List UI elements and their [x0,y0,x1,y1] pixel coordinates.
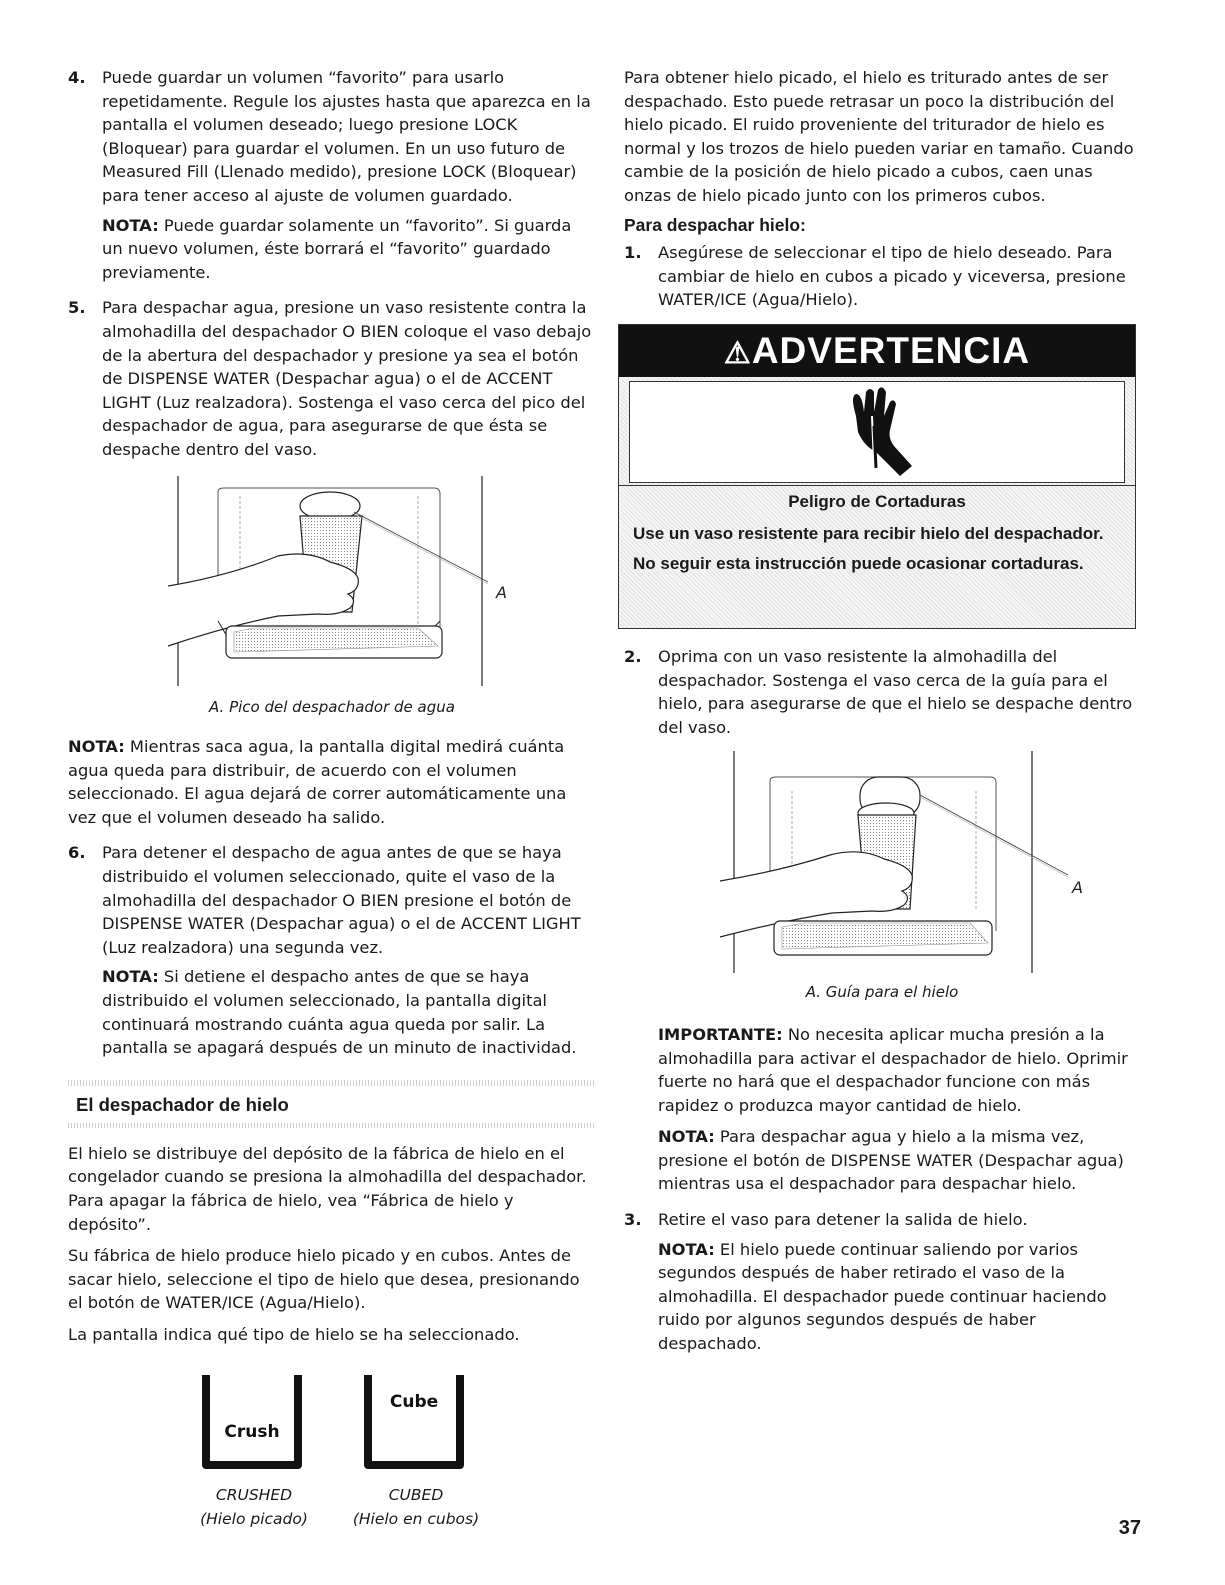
step-3 [624,1208,1140,1232]
step-text: Puede guardar un volumen “favorito” para usarlo repetidamente. Regule los ajustes hasta que aparezca en la pantalla el volumen deseado; luego presione LOCK (Bloquear) para guardar el volumen. En un uso futuro de Measured Fill (Llenado medido), presione LOCK (Bloquear) para tener acceso al ajuste de volumen guardado. [102,68,591,205]
crush-label: Crush [224,1421,280,1442]
crushed-label: CRUSHED [215,1485,293,1504]
cut-hazard-hand-icon [836,386,916,478]
ice-dispenser-figure [624,751,1140,977]
note-text: Si detiene el despacho antes de que se haya distribuido el volumen seleccionado, la pantalla digital continuará mostrando cuánta agua queda por salir. La pantalla se apagará después de un minuto de inactividad. [102,967,577,1058]
crush-cup-icon [196,1371,316,1481]
step-number: 3. [624,1210,642,1230]
note [68,965,596,1059]
warning-title: ADVERTENCIA [751,329,1031,371]
cubed-sublabel: (Hielo en cubos) [352,1509,480,1528]
cube-cup-icon [358,1371,478,1481]
note-text: Puede guardar solamente un “favorito”. Si guarda un nuevo volumen, éste borrará el “favorito” guardado previamente. [102,215,572,282]
note-label: NOTA: [68,737,125,757]
note-label: NOTA: [102,967,159,987]
step-text: Retire el vaso para detener la salida de hielo. [658,1210,1028,1230]
figure-caption: A. Pico del despachador de agua [209,697,455,716]
important-label: IMPORTANTE: [658,1024,783,1044]
cube-label: Cube [389,1391,439,1412]
step-number: 6. [68,843,86,863]
step-2 [624,645,1140,739]
cubed-caption [316,1483,516,1531]
step-text: Oprima con un vaso resistente la almohadilla del despachador. Sostenga el vaso cerca de la guía para el hielo, para asegurarse de que el hielo se despache dentro del vaso. [658,646,1133,737]
section-rule [68,1123,596,1128]
water-dispenser-illustration [68,476,596,690]
important-text: No necesita aplicar mucha presión a la almohadilla para activar el despachador de hielo. Oprimir fuerte no hará que el despachador funcione con más rapidez o produzca mayor cantidad de hielo. [658,1024,1128,1115]
note-label: NOTA: [658,1239,715,1259]
subheading: Para despachar hielo: [624,214,806,235]
step-6 [68,841,596,959]
left-column [68,66,596,1528]
warning-triangle-icon: ⚠ [723,336,752,370]
step-number: 5. [68,298,86,318]
step-text: Asegúrese de seleccionar el tipo de hielo deseado. Para cambiar de hielo en cubos a picado y viceversa, presione WATER/ICE (Agua/Hielo). [658,243,1126,310]
warning-line: Use un vaso resistente para recibir hielo del despachador. [633,523,1104,543]
water-dispenser-figure [68,476,596,690]
warning-divider [619,485,1135,487]
warning-icon-area [629,381,1125,483]
section-header [68,1080,596,1128]
step-text: Para detener el despacho de agua antes de que se haya distribuido el volumen seleccionado, quite el vaso de la almohadilla del despachador O BIEN presione el botón de DISPENSE WATER (Despachar agua) o el de ACCENT LIGHT (Luz realzadora) una segunda vez. [102,843,581,957]
warning-banner [619,325,1135,377]
step-number: 4. [68,68,86,87]
step-1 [624,241,1140,312]
paragraph: El hielo se distribuye del depósito de la fábrica de hielo en el congelador cuando se presiona la almohadilla del despachador. Para apagar la fábrica de hielo, vea “Fábrica de hielo y depósito”. [68,1143,587,1234]
note-label: NOTA: [658,1127,715,1147]
note-text: Mientras saca agua, la pantalla digital medirá cuánta agua queda para distribuir, de acuerdo con el volumen seleccionado. El agua dejará de correr automáticamente una vez que el volumen deseado ha salido. [68,737,567,827]
paragraph: La pantalla indica qué tipo de hielo se ha seleccionado. [68,1324,520,1344]
step-text: Para despachar agua, presione un vaso resistente contra la almohadilla del despachador O BIEN coloque el vaso debajo de la abertura del despachador y presione ya sea el botón de DISPENSE WATER (Despachar agua) o el de ACCENT LIGHT (Luz realzadora). Sostenga el vaso cerca del pico del despachador de agua, para asegurarse de que ésta se despache dentro del vaso. [102,298,592,459]
hazard-title: Peligro de Cortaduras [788,491,966,511]
warning-line: No seguir esta instrucción puede ocasionar cortaduras. [633,553,1084,573]
note [68,214,596,285]
warning-text [633,491,1121,575]
paragraph: Para obtener hielo picado, el hielo es triturado antes de ser despachado. Esto puede retrasar un poco la distribución del hielo picado. El ruido proveniente del triturador de hielo es normal y los trozos de hielo pueden variar en tamaño. Cuando cambie de la posición de hielo picado a cubos, caen unas onzas de hielo picado junto con los primeros cubos. [624,68,1134,205]
section-title: El despachador de hielo [76,1093,289,1115]
step-4 [68,66,596,208]
step-number: 1. [624,243,642,263]
note [68,735,596,829]
note [624,1238,1140,1356]
crushed-sublabel: (Hielo picado) [200,1509,308,1528]
note-text: El hielo puede continuar saliendo por varios segundos después de haber retirado el vaso de la almohadilla. El despachador puede continuar haciendo ruido por algunos segundos después de haber despachado. [658,1239,1107,1354]
step-number: 2. [624,646,642,666]
warning-box [618,324,1136,629]
paragraph: Su fábrica de hielo produce hielo picado y en cubos. Antes de sacar hielo, seleccione el tipo de hielo que desea, presionando el botón de WATER/ICE (Agua/Hielo). [68,1246,580,1313]
ice-dispenser-illustration [624,751,1140,977]
right-column [624,66,1140,1356]
important-note [624,1023,1140,1117]
note-label: NOTA: [102,215,159,235]
step-5 [68,296,596,461]
ice-type-icons [68,1371,596,1528]
page-number: 37 [1118,1517,1141,1539]
callout-a-label: A [496,582,507,602]
note [624,1125,1140,1196]
note-text: Para despachar agua y hielo a la misma vez, presione el botón de DISPENSE WATER (Despachar agua) mientras usa el despachador para despachar hielo. [658,1127,1124,1194]
figure-caption: A. Guía para el hielo [805,983,959,1002]
callout-a-label: A [1072,878,1083,898]
cubed-label: CUBED [388,1485,444,1504]
